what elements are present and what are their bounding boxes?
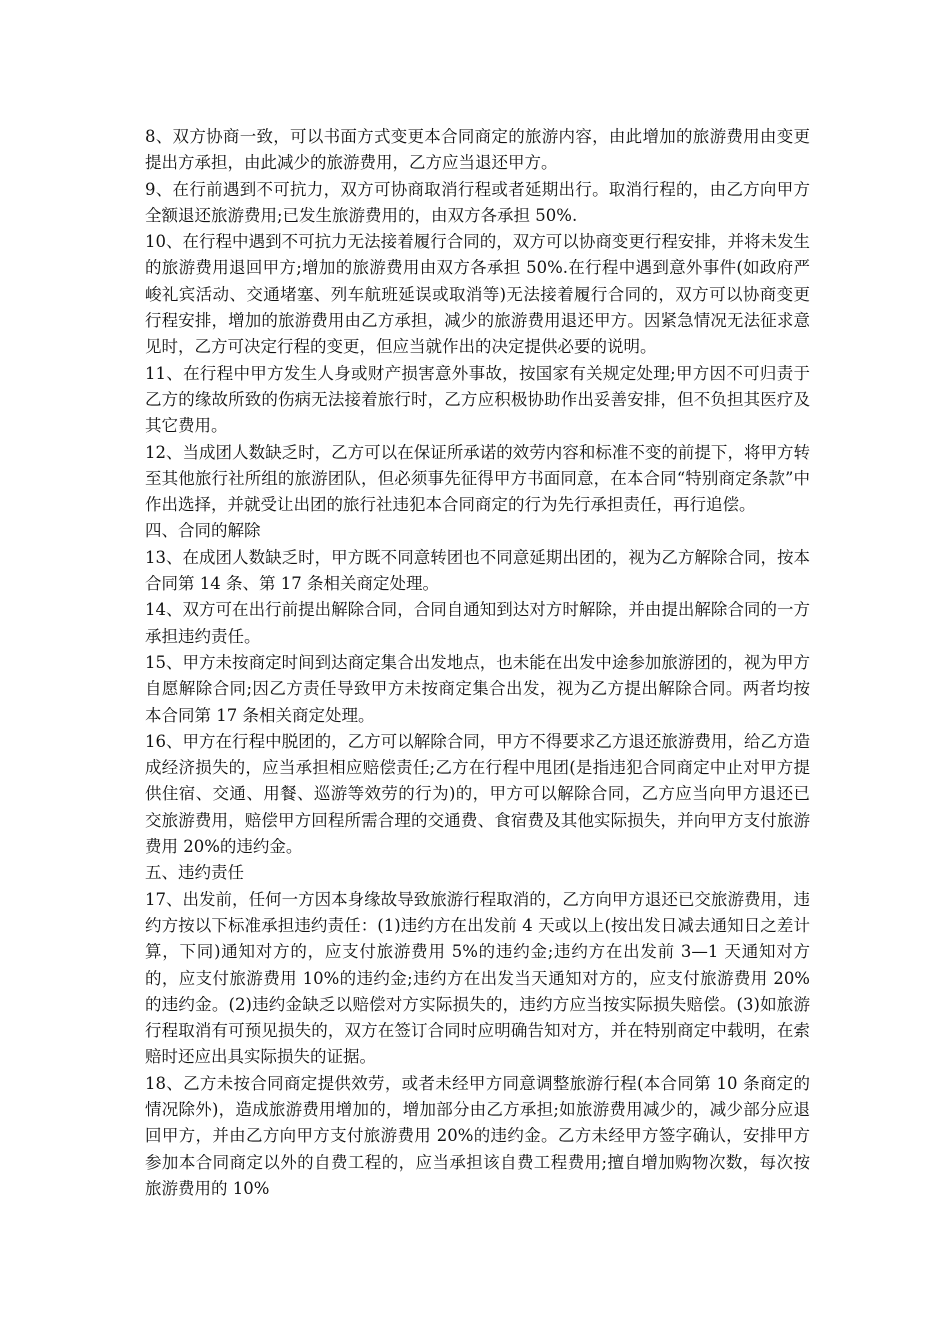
clause-16: 16、甲方在行程中脱团的，乙方可以解除合同，甲方不得要求乙方退还旅游费用，给乙方造成经济损失的，应当承担相应赔偿责任;乙方在行程中甩团(是指违犯合同商定中止对甲方提供住宿、交通、用餐、巡游等效劳的行为)的，甲方可以解除合同，乙方应当向甲方退还已交旅游费用，赔偿甲方回程所需合理的交通费、食宿费及其他实际损失，并向甲方支付旅游费用 20%的违约金。 — [145, 731, 810, 857]
clause-8: 8、双方协商一致，可以书面方式变更本合同商定的旅游内容，由此增加的旅游费用由变更提出方承担，由此减少的旅游费用，乙方应当退还甲方。 — [145, 127, 810, 173]
document-body — [145, 124, 810, 1202]
clause-11: 11、在行程中甲方发生人身或财产损害意外事故，按国家有关规定处理;甲方因不可归责于乙方的缘故所致的伤病无法接着旅行时，乙方应积极协助作出妥善安排，但不负担其医疗及其它费用。 — [145, 363, 810, 436]
section-heading-liability: 五、违约责任 — [145, 863, 244, 883]
section-heading-contract-termination: 四、合同的解除 — [145, 521, 261, 541]
clause-10: 10、在行程中遇到不可抗力无法接着履行合同的，双方可以协商变更行程安排，并将未发生的旅游费用退回甲方;增加的旅游费用由双方各承担 50%.在行程中遇到意外事件(如政府严峻礼宾活动、交通堵塞、列车航班延误或取消等)无法接着履行合同的，双方可以协商变更行程安排，增加的旅游费用由乙方承担，减少的旅游费用退还甲方。因紧急情况无法征求意见时，乙方可决定行程的变更，但应当就作出的决定提供必要的说明。 — [145, 232, 810, 357]
clause-15: 15、甲方未按商定时间到达商定集合出发地点，也未能在出发中途参加旅游团的，视为甲方自愿解除合同;因乙方责任导致甲方未按商定集合出发，视为乙方提出解除合同。两者均按本合同第 17 条相关商定处理。 — [145, 652, 810, 725]
clause-14: 14、双方可在出行前提出解除合同，合同自通知到达对方时解除，并由提出解除合同的一方承担违约责任。 — [145, 600, 810, 646]
clause-17: 17、出发前，任何一方因本身缘故导致旅游行程取消的，乙方向甲方退还已交旅游费用，违约方按以下标准承担违约责任：(1)违约方在出发前 4 天或以上(按出发日减去通知日之差计算，下同)通知对方的，应支付旅游费用 5%的违约金;违约方在出发前 3—1 天通知对方的，应支付旅游费用 10%的违约金;违约方在出发当天通知对方的，应支付旅游费用 20%的违约金。(2)违约金缺乏以赔偿对方实际损失的，违约方应当按实际损失赔偿。(3)如旅游行程取消有可预见损失的，双方在签订合同时应明确告知对方，并在特别商定中载明，在索赔时还应出具实际损失的证据。 — [145, 889, 810, 1067]
clause-12: 12、当成团人数缺乏时，乙方可以在保证所承诺的效劳内容和标准不变的前提下，将甲方转至其他旅行社所组的旅游团队，但必须事先征得甲方书面同意，在本合同“特别商定条款”中作出选择，并就受让出团的旅行社违犯本合同商定的行为先行承担责任，再行追偿。 — [145, 442, 810, 515]
clause-18: 18、乙方未按合同商定提供效劳，或者未经甲方同意调整旅游行程(本合同第 10 条商定的情况除外)，造成旅游费用增加的，增加部分由乙方承担;如旅游费用减少的，减少部分应退回甲方，并由乙方向甲方支付旅游费用 20%的违约金。乙方未经甲方签字确认，安排甲方参加本合同商定以外的自费工程的，应当承担该自费工程费用;擅自增加购物次数，每次按旅游费用的 10% — [145, 1073, 810, 1198]
clause-9: 9、在行前遇到不可抗力，双方可协商取消行程或者延期出行。取消行程的，由乙方向甲方全额退还旅游费用;已发生旅游费用的，由双方各承担 50%. — [145, 179, 810, 225]
clause-13: 13、在成团人数缺乏时，甲方既不同意转团也不同意延期出团的，视为乙方解除合同，按本合同第 14 条、第 17 条相关商定处理。 — [145, 547, 810, 594]
